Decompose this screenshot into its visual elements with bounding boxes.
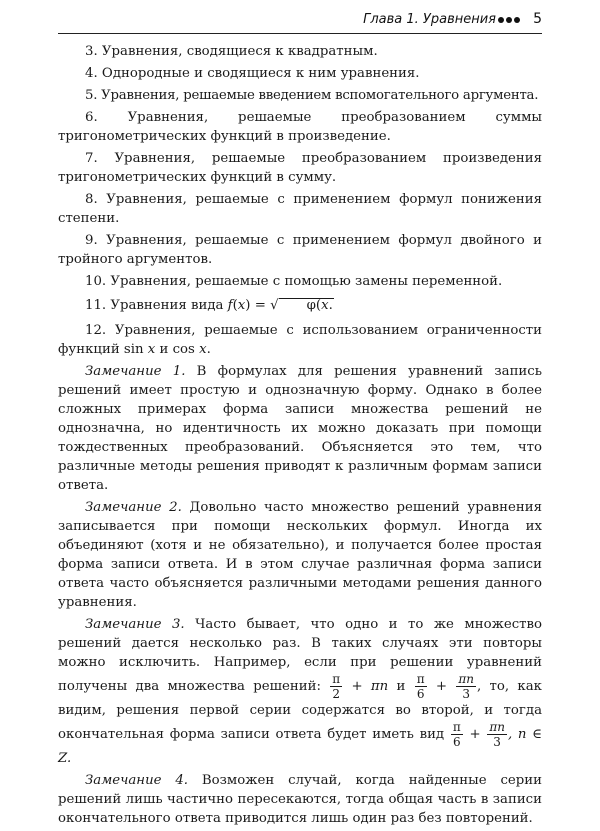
fraction: $\frac{\pi}{2}$ xyxy=(332,672,341,701)
remark-label: Замечание 3. xyxy=(85,617,185,632)
remark-label: Замечание 1. xyxy=(85,364,186,379)
fraction: $\frac{\pi n}{3}$ xyxy=(489,720,505,749)
page-body xyxy=(58,42,542,831)
remark-3: Замечание 3. Часто бывает, что одно и то же множество решений дается несколько раз. В таких случаях эти повторы можно исключить. Например, если при решении уравнений получены два множества решений: $\frac{\pi}{2}$ + πn и $\frac{\pi}{6}$ + $\frac{\pi n}{3}$ , то, как видим, решения первой серии содержатся во второй, и тогда окончательная форма записи ответа будет иметь вид $\frac{\pi}{6}$ + $\frac{\pi n}{3}$ , n ∈ Z. xyxy=(58,617,542,766)
remark-label: Замечание 4. xyxy=(85,773,189,788)
list-item: 6. Уравнения, решаемые преобразованием суммы тригонометрических функций в произведение. xyxy=(58,110,542,144)
list-item: 8. Уравнения, решаемые с применением формул понижения степени. xyxy=(58,192,542,226)
remark-4: Замечание 4. Возможен случай, когда найденные серии решений лишь частично пересекаются, тогда общая часть в записи окончательного ответа приводится лишь один раз без повторений. xyxy=(58,773,542,826)
list-item-11: 11. Уравнения вида f(x) = √ φ(x. xyxy=(85,298,333,313)
list-item: 7. Уравнения, решаемые преобразованием произведения тригонометрических функций в сумму. xyxy=(58,151,542,185)
list-item: 3. Уравнения, сводящиеся к квадратным. xyxy=(85,44,378,59)
header-rule xyxy=(58,33,542,34)
sqrt-icon: √ xyxy=(270,298,279,313)
remark-1: Замечание 1. В формулах для решения уравнений запись решений имеет простую и однозначную форму. Однако в более сложных примерах форма записи множества решений не однозначна, но идентичность их можно доказать при помощи тождественных преобразований. Объясняется это тем, что различные методы решения приводят к различным формам записи ответа. xyxy=(58,364,542,493)
list-item: 10. Уравнения, решаемые с помощью замены переменной. xyxy=(85,274,503,289)
page-number: 5 xyxy=(533,11,542,27)
radicand: φ(x. xyxy=(279,298,334,313)
list-item: 5. Уравнения, решаемые введением вспомогательного аргумента. xyxy=(85,88,539,103)
fraction: $\frac{\pi}{6}$ xyxy=(452,720,461,749)
remark-2: Замечание 2. Довольно часто множество решений уравнения записывается при помощи нескольких формул. Иногда их объединяют (хотя и не обязательно), и получается более простая форма записи ответа. И в этом случае различная форма записи ответа часто объясняется различными методами решения данного уравнения. xyxy=(58,500,542,610)
fraction: $\frac{\pi}{6}$ xyxy=(416,672,425,701)
list-item: 9. Уравнения, решаемые с применением формул двойного и тройного аргументов. xyxy=(58,233,542,267)
list-item-12: 12. Уравнения, решаемые с использованием ограниченности функций sin x и cos x. xyxy=(58,323,542,357)
bullet-dots-icon xyxy=(498,13,524,27)
remark-label: Замечание 2. xyxy=(85,500,182,515)
chapter-title: Глава 1. Уравнения xyxy=(363,12,496,27)
running-header xyxy=(0,0,600,34)
fraction: $\frac{\pi n}{3}$ xyxy=(458,672,474,701)
list-item: 4. Однородные и сводящиеся к ним уравнения. xyxy=(85,66,420,81)
